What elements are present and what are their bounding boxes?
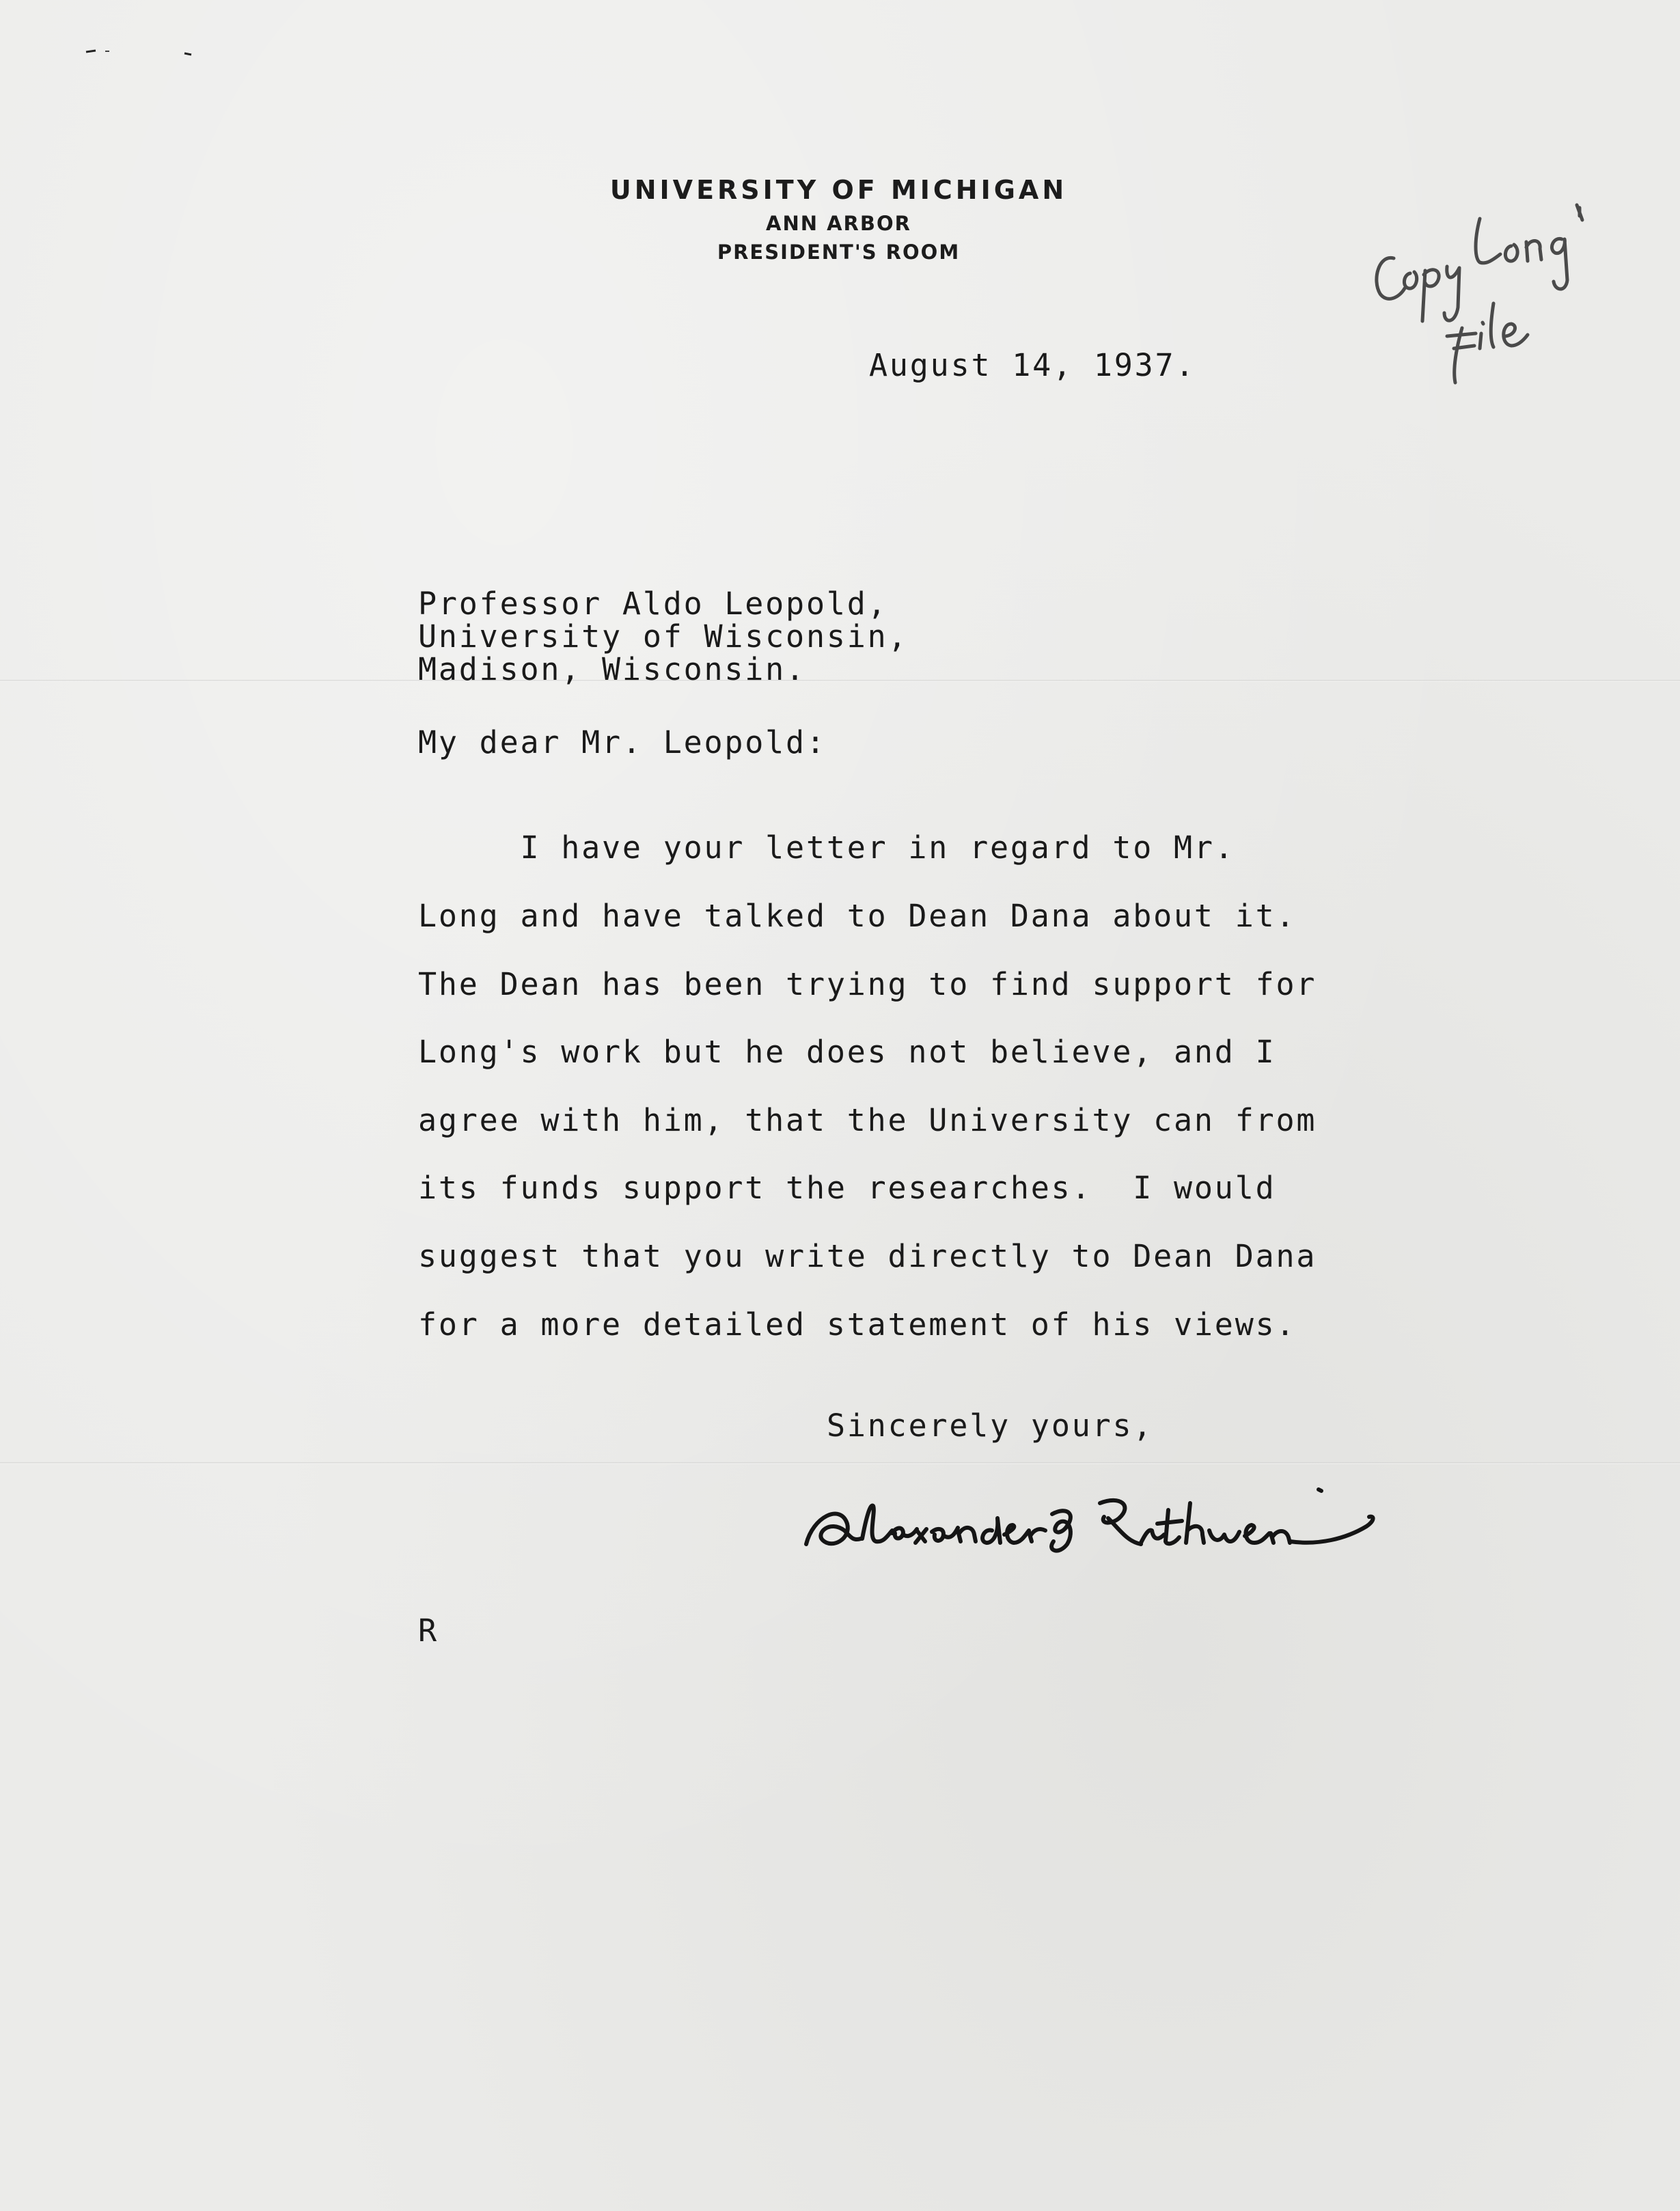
handwritten-annotation [1360, 178, 1619, 396]
body-line: agree with him, that the University can from [418, 1102, 1317, 1138]
body-line: for a more detailed statement of his views. [418, 1306, 1297, 1343]
paper-fold-line [0, 680, 1680, 682]
body-line: its funds support the researches. I would [418, 1170, 1276, 1206]
body-line: I have your letter in regard to Mr. [418, 829, 1235, 866]
letterhead-institution: UNIVERSITY OF MICHIGAN [609, 175, 1068, 205]
salutation: My dear Mr. Leopold: [418, 724, 827, 760]
letterhead-office: PRESIDENT'S ROOM [717, 241, 961, 264]
handwritten-signature [799, 1476, 1387, 1578]
body-line: The Dean has been trying to find support for [418, 966, 1317, 1002]
body-line: suggest that you write directly to Dean Dana [418, 1238, 1317, 1274]
paper-fold-line [0, 1462, 1680, 1464]
body-line: Long and have talked to Dean Dana about it. [418, 898, 1297, 934]
paper-speck-marks [82, 41, 219, 61]
recipient-name-line: Professor Aldo Leopold, [418, 586, 888, 622]
body-line: Long's work but he does not believe, and I [418, 1034, 1276, 1070]
typist-initial: R [418, 1612, 439, 1649]
letter-date: August 14, 1937. [869, 347, 1196, 383]
letterhead-city: ANN ARBOR [766, 212, 911, 235]
recipient-institution-line: University of Wisconsin, [418, 618, 909, 655]
closing: Sincerely yours, [827, 1407, 1154, 1444]
recipient-city-line: Madison, Wisconsin. [418, 651, 806, 687]
